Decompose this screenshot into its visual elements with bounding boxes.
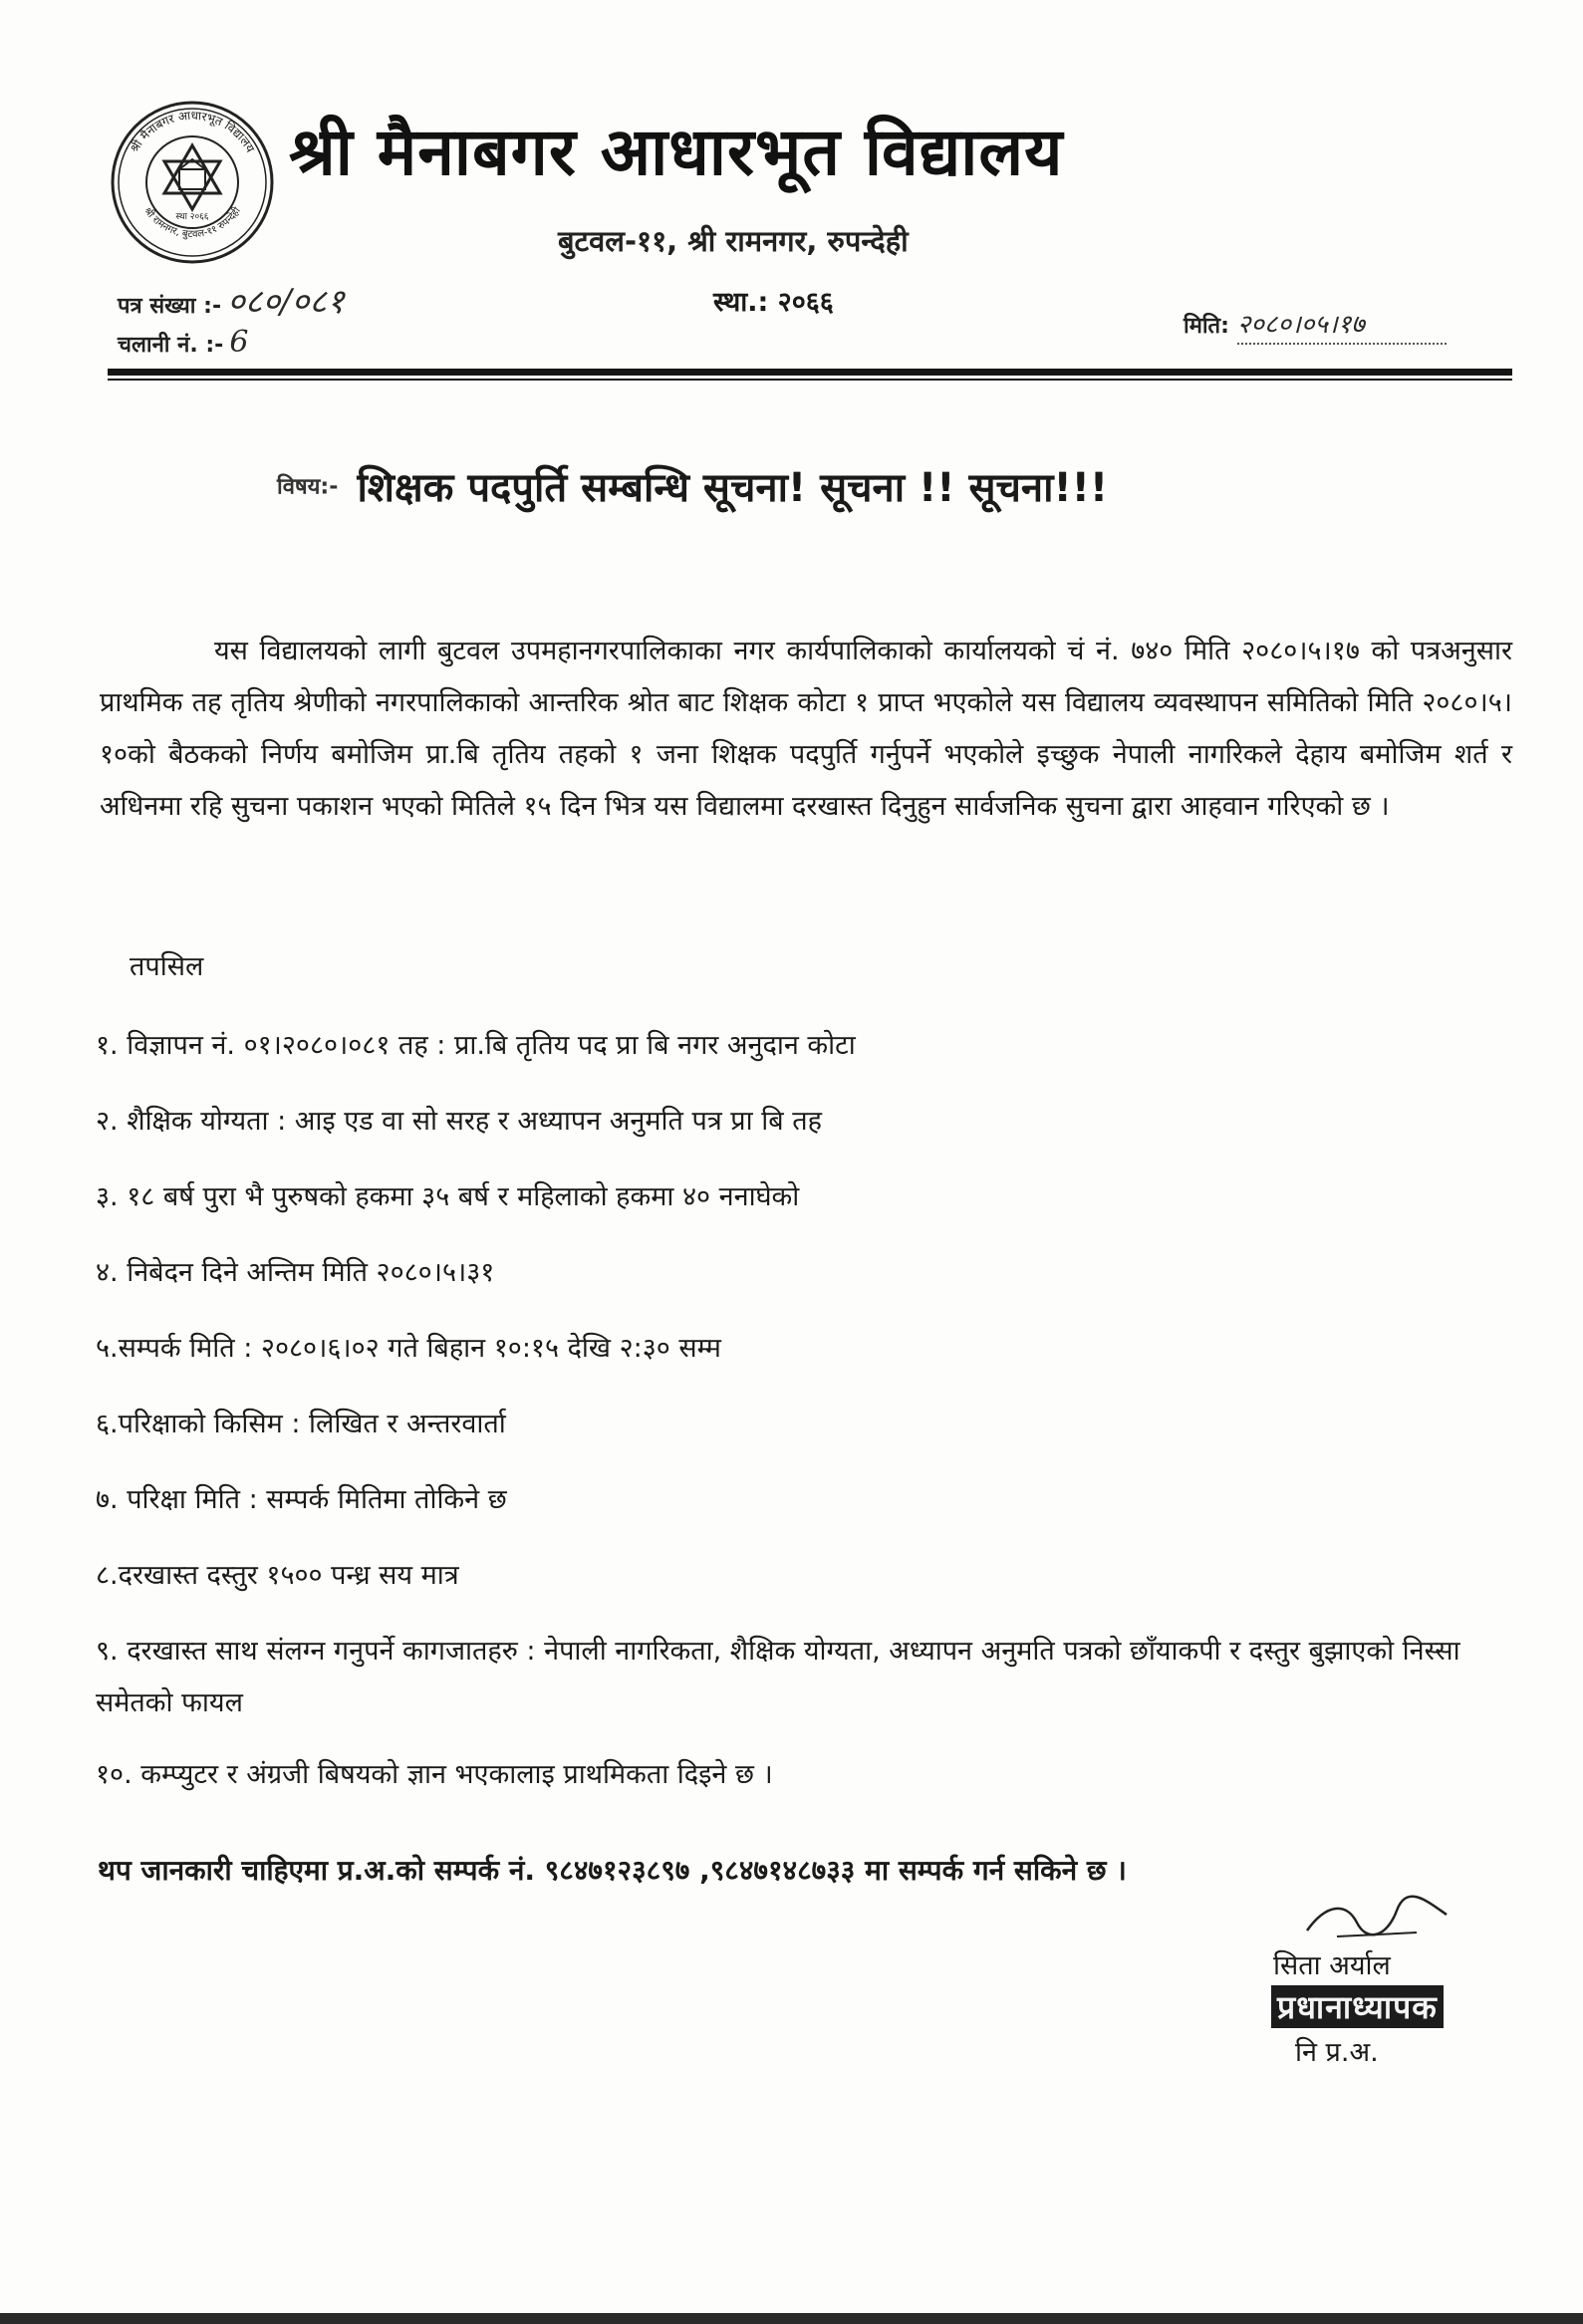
signature-icon <box>1297 1893 1456 1942</box>
established-label: स्था.: <box>713 287 769 318</box>
chalani-label: चलानी नं. :- <box>118 333 224 358</box>
list-item: ३. १८ बर्ष पुरा भै पुरुषको हकमा ३५ बर्ष र महिलाको हकमा ४० ननाघेको <box>96 1181 800 1212</box>
scan-edge <box>0 2313 1583 2324</box>
tapasil-label: तपसिल <box>130 951 204 982</box>
date <box>1184 305 1447 345</box>
chalani-value: 6 <box>229 325 249 360</box>
requirements-list <box>96 1020 1510 1825</box>
subject-text: शिक्षक पदपुर्ति सम्बन्धि सूचना! सूचना !! सूचना!!! <box>357 465 1109 511</box>
subject-label: विषय:- <box>277 474 339 500</box>
school-name: श्री मैनाबगर आधारभूत विद्यालय <box>289 113 1064 190</box>
signatory-name: सिता अर्याल <box>1273 1950 1391 1981</box>
list-item: ४. निबेदन दिने अन्तिम मिति २०८०।५।३१ <box>96 1257 495 1288</box>
list-item: १०. कम्प्युटर र अंग्रजी बिषयको ज्ञान भएकालाइ प्राथमिकता दिइने छ । <box>96 1759 773 1790</box>
headmaster-stamp: प्रधानाध्यापक <box>1271 1985 1444 2028</box>
established-value: २०६६ <box>777 287 834 318</box>
subject-line <box>277 458 1108 513</box>
list-item: ७. परिक्षा मिति : सम्पर्क मितिमा तोकिने छ <box>96 1484 507 1515</box>
chalani-number <box>118 325 248 360</box>
contact-line: थप जानकारी चाहिएमा प्र.अ.को सम्पर्क नं. ९८४७१२३८९७ ,९८४७१४८७३३ मा सम्पर्क गर्न सकिने छ । <box>98 1854 1127 1887</box>
date-value: २०८०।०५।१७ <box>1237 305 1447 345</box>
school-address: बुटवल-११, श्री रामनगर, रुपन्देही <box>558 224 909 258</box>
body-paragraph: यस विद्यालयको लागी बुटवल उपमहानगरपालिकाका नगर कार्यपालिकाको कार्यालयको चं नं. ७४० मिति २०८०।५।१७ को पत्रअनुसार प्राथमिक तह तृतिय श्रेणीको नगरपालिकाको आन्तरिक श्रोत बाट शिक्षक कोटा १ प्राप्त भएकोले यस विद्यालय व्यवस्थापन समितिको मिति २०८०।५।१०को बैठकको निर्णय बमोजिम प्रा.बि तृतिय तहको १ जना शिक्षक पदपुर्ति गर्नुपर्ने भएकोले इच्छुक नेपाली नागरिकले देहाय बमोजिम शर्त र अधिनमा रहि सुचना पकाशन भएको मितिले १५ दिन भित्र यस विद्यालमा दरखास्त दिनुहुन सार्वजनिक सुचना द्वारा आहवान गरिएको छ । <box>100 636 1512 822</box>
established <box>713 282 834 319</box>
list-item: २. शैक्षिक योग्यता : आइ एड वा सो सरह र अध्यापन अनुमति पत्र प्रा बि तह <box>96 1106 822 1137</box>
list-item: ६.परिक्षाको किसिम : लिखित र अन्तरवार्ता <box>96 1409 506 1439</box>
date-label: मिति: <box>1184 314 1229 339</box>
patra-sankhya <box>118 277 345 323</box>
list-item: १. विज्ञापन नं. ०१।२०८०।०८१ तह : प्रा.बि तृतिय पद प्रा बि नगर अनुदान कोटा <box>96 1030 856 1061</box>
seal-year-text: स्था २०६६ <box>175 212 209 222</box>
school-seal-icon <box>108 98 277 267</box>
patra-value: ०८०/०८१ <box>227 282 345 322</box>
patra-label: पत्र संख्या :- <box>118 294 222 319</box>
seal-top-text: श्री मैनाबगर आधारभूत विद्यालय <box>127 108 258 155</box>
list-item: ५.सम्पर्क मिति : २०८०।६।०२ गते बिहान १०:१५ देखि २:३० सम्म <box>96 1333 721 1364</box>
header-divider-thin <box>108 379 1512 381</box>
signatory-title: नि प्र.अ. <box>1295 2037 1379 2068</box>
header-divider <box>108 369 1512 376</box>
list-item: ८.दरखास्त दस्तुर १५०० पन्ध्र सय मात्र <box>96 1560 459 1591</box>
list-item: ९. दरखास्त साथ संलग्न गनुपर्ने कागजातहरु : नेपाली नागरिकता, शैक्षिक योग्यता, अध्यापन अनुमति पत्रको छाँयाकपी र दस्तुर बुझाएको निस्सा समेतको फायल <box>96 1636 1460 1718</box>
seal-bottom-text: श्री रामनगर, बुटवल-११ रुपन्देही <box>141 205 243 241</box>
